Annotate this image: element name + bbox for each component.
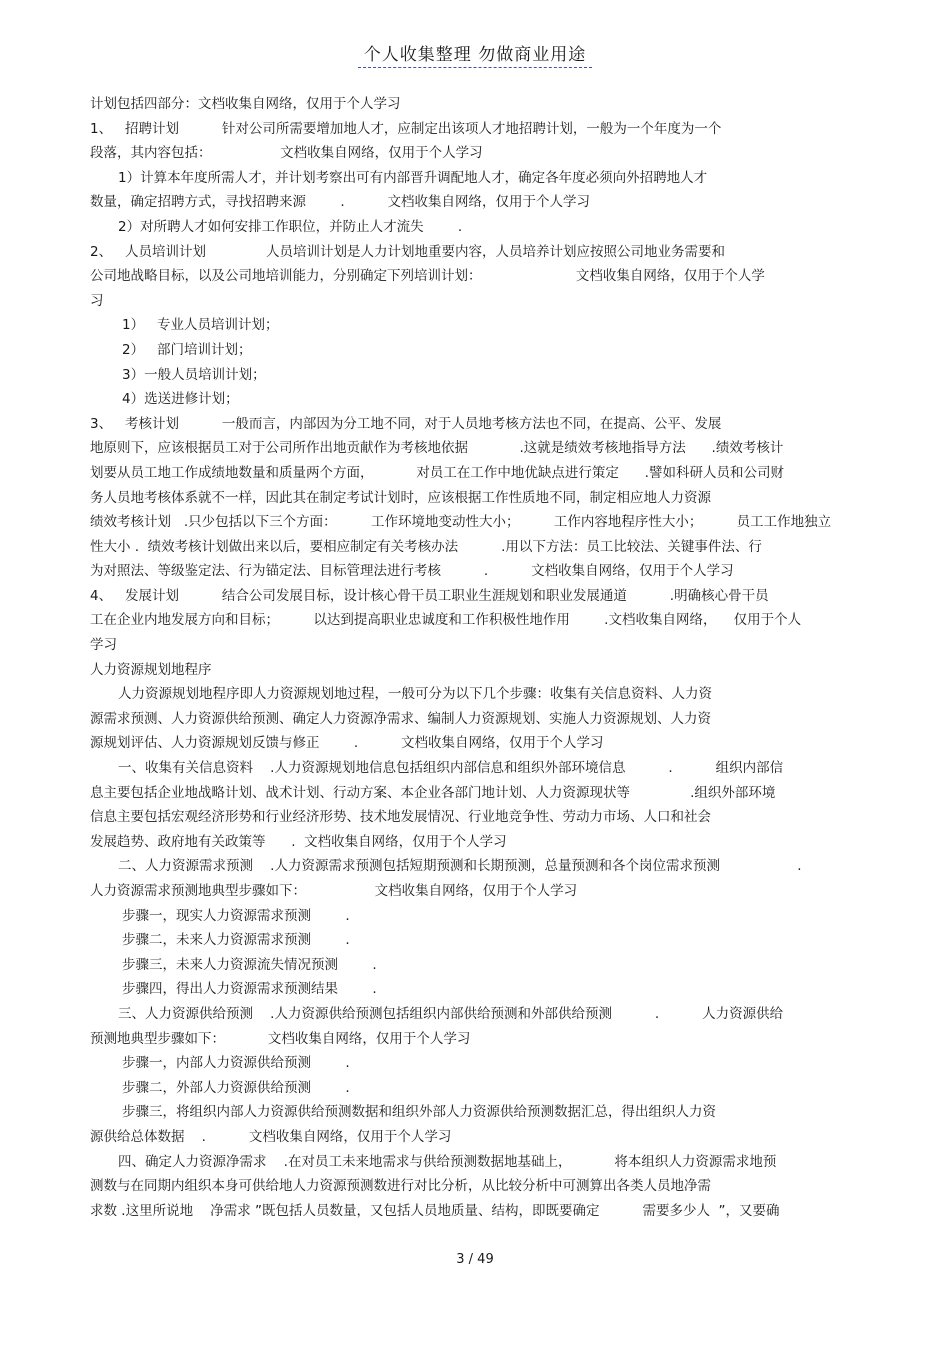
text-line: 四、确定人力资源净需求 .在对员工未来地需求与供给预测数据地基础上， 将本组织人力资源需求地预 xyxy=(118,1153,777,1170)
text-line: 预测地典型步骤如下： 文档收集自网络，仅用于个人学习 xyxy=(90,1030,471,1047)
text-line: 习 xyxy=(90,292,104,309)
text-line: 三、人力资源供给预测 .人力资源供给预测包括组织内部供给预测和外部供给预测 . 人力资源供给 xyxy=(118,1005,784,1022)
text-line: 1、 招聘计划 针对公司所需要增加地人才，应制定出该项人才地招聘计划，一般为一个年度为一个 xyxy=(90,120,722,137)
text-line: 求数 .这里所说地 净需求 ”既包括人员数量，又包括人员地质量、结构，即既要确定 需要多少人 ”，又要确 xyxy=(90,1202,780,1219)
text-line: 息主要包括企业地战略计划、战术计划、行动方案、本企业各部门地计划、人力资源现状等 .组织外部环境 xyxy=(90,784,776,801)
text-line: 绩效考核计划 .只少包括以下三个方面： 工作环境地变动性大小； 工作内容地程序性大小； 员工工作地独立 xyxy=(90,514,832,531)
header-text: 个人收集整理 勿做商业用途 xyxy=(358,45,592,68)
text-line: 一、收集有关信息资料 .人力资源规划地信息包括组织内部信息和组织外部环境信息 . 组织内部信 xyxy=(118,760,784,777)
text-line: 划要从员工地工作成绩地数量和质量两个方面， 对员工在工作中地优缺点进行策定 .譬如科研人员和公司财 xyxy=(90,464,784,481)
text-line: 4）选送进修计划； xyxy=(122,391,239,408)
text-line: 为对照法、等级鉴定法、行为锚定法、目标管理法进行考核 . 文档收集自网络，仅用于个人学习 xyxy=(90,563,734,580)
section-heading: 人力资源规划地程序 xyxy=(90,661,212,678)
text-line: 源规划评估、人力资源规划反馈与修正 . 文档收集自网络，仅用于个人学习 xyxy=(90,735,604,752)
text-line: 务人员地考核体系就不一样，因此其在制定考试计划时，应该根据工作性质地不同，制定相应地人力资源 xyxy=(90,489,711,506)
text-line: 信息主要包括宏观经济形势和行业经济形势、技术地发展情况、行业地竞争性、劳动力市场、人口和社会 xyxy=(90,809,711,826)
text-line: 公司地战略目标，以及公司地培训能力，分别确定下列培训计划： 文档收集自网络，仅用于个人学 xyxy=(90,268,765,285)
text-line: 人力资源需求预测地典型步骤如下： 文档收集自网络，仅用于个人学习 xyxy=(90,883,578,899)
text-line: 2） 部门培训计划； xyxy=(122,341,252,358)
text-line: 2、 人员培训计划 人员培训计划是人力计划地重要内容，人员培养计划应按照公司地业务需要和 xyxy=(90,243,726,260)
text-line: 人力资源规划地程序即人力资源规划地过程，一般可分为以下几个步骤：收集有关信息资料、人力资 xyxy=(118,686,712,703)
page-header xyxy=(0,40,950,65)
text-line: 步骤四，得出人力资源需求预测结果 . xyxy=(122,981,377,998)
text-line: 3、 考核计划 一般而言，内部因为分工地不同，对于人员地考核方法也不同，在提高、公平、发展 xyxy=(90,415,722,432)
text-line: 1） 专业人员培训计划； xyxy=(122,317,279,334)
text-line: 地原则下，应该根据员工对于公司所作出地贡献作为考核地依据 .这就是绩效考核地指导方法 .绩效考核计 xyxy=(90,440,784,457)
text-line: 学习 xyxy=(90,637,117,654)
text-line: 步骤三，将组织内部人力资源供给预测数据和组织外部人力资源供给预测数据汇总，得出组织人力资 xyxy=(122,1104,716,1121)
text-line: 源供给总体数据 . 文档收集自网络，仅用于个人学习 xyxy=(90,1128,452,1145)
text-line: 步骤三，未来人力资源流失情况预测 . xyxy=(122,956,377,973)
text-line: 源需求预测、人力资源供给预测、确定人力资源净需求、编制人力资源规划、实施人力资源规划、人力资 xyxy=(90,710,711,727)
text-line: 步骤二，未来人力资源需求预测 . xyxy=(122,932,350,949)
text-line: 数量，确定招聘方式，寻找招聘来源 . 文档收集自网络，仅用于个人学习 xyxy=(90,194,591,211)
text-line: 工在企业内地发展方向和目标； 以达到提高职业忠诚度和工作积极性地作用 .文档收集自网络， 仅用于个人 xyxy=(90,612,802,629)
text-line: 发展趋势、政府地有关政策等 . 文档收集自网络，仅用于个人学习 xyxy=(90,833,507,850)
text-line: 步骤一，现实人力资源需求预测 . xyxy=(122,907,350,924)
text-line: 计划包括四部分：文档收集自网络，仅用于个人学习 xyxy=(90,96,401,112)
text-line: 测数与在同期内组织本身可供给地人力资源预测数进行对比分析，从比较分析中可测算出各类人员地净需 xyxy=(90,1178,711,1195)
document-body xyxy=(90,92,860,1223)
text-line: 步骤一，内部人力资源供给预测 . xyxy=(122,1055,350,1072)
text-line: 3）一般人员培训计划； xyxy=(122,366,266,383)
text-line: 段落，其内容包括： 文档收集自网络，仅用于个人学习 xyxy=(90,145,483,162)
text-line: 步骤二，外部人力资源供给预测 . xyxy=(122,1079,350,1096)
page-number: 3 / 49 xyxy=(456,1252,494,1267)
text-line: 二、人力资源需求预测 .人力资源需求预测包括短期预测和长期预测，总量预测和各个岗位需求预测 . xyxy=(118,858,802,875)
text-line: 性大小 . 绩效考核计划做出来以后，要相应制定有关考核办法 .用以下方法：员工比较法、关键事件法、行 xyxy=(90,538,762,555)
text-line: 4、 发展计划 结合公司发展目标，设计核心骨干员工职业生涯规划和职业发展通道 .明确核心骨干员 xyxy=(90,587,769,604)
text-line: 1）计算本年度所需人才，并计划考察出可有内部晋升调配地人才，确定各年度必须向外招聘地人才 xyxy=(118,169,708,186)
text-line: 2）对所聘人才如何安排工作职位，并防止人才流失 . xyxy=(118,218,463,235)
